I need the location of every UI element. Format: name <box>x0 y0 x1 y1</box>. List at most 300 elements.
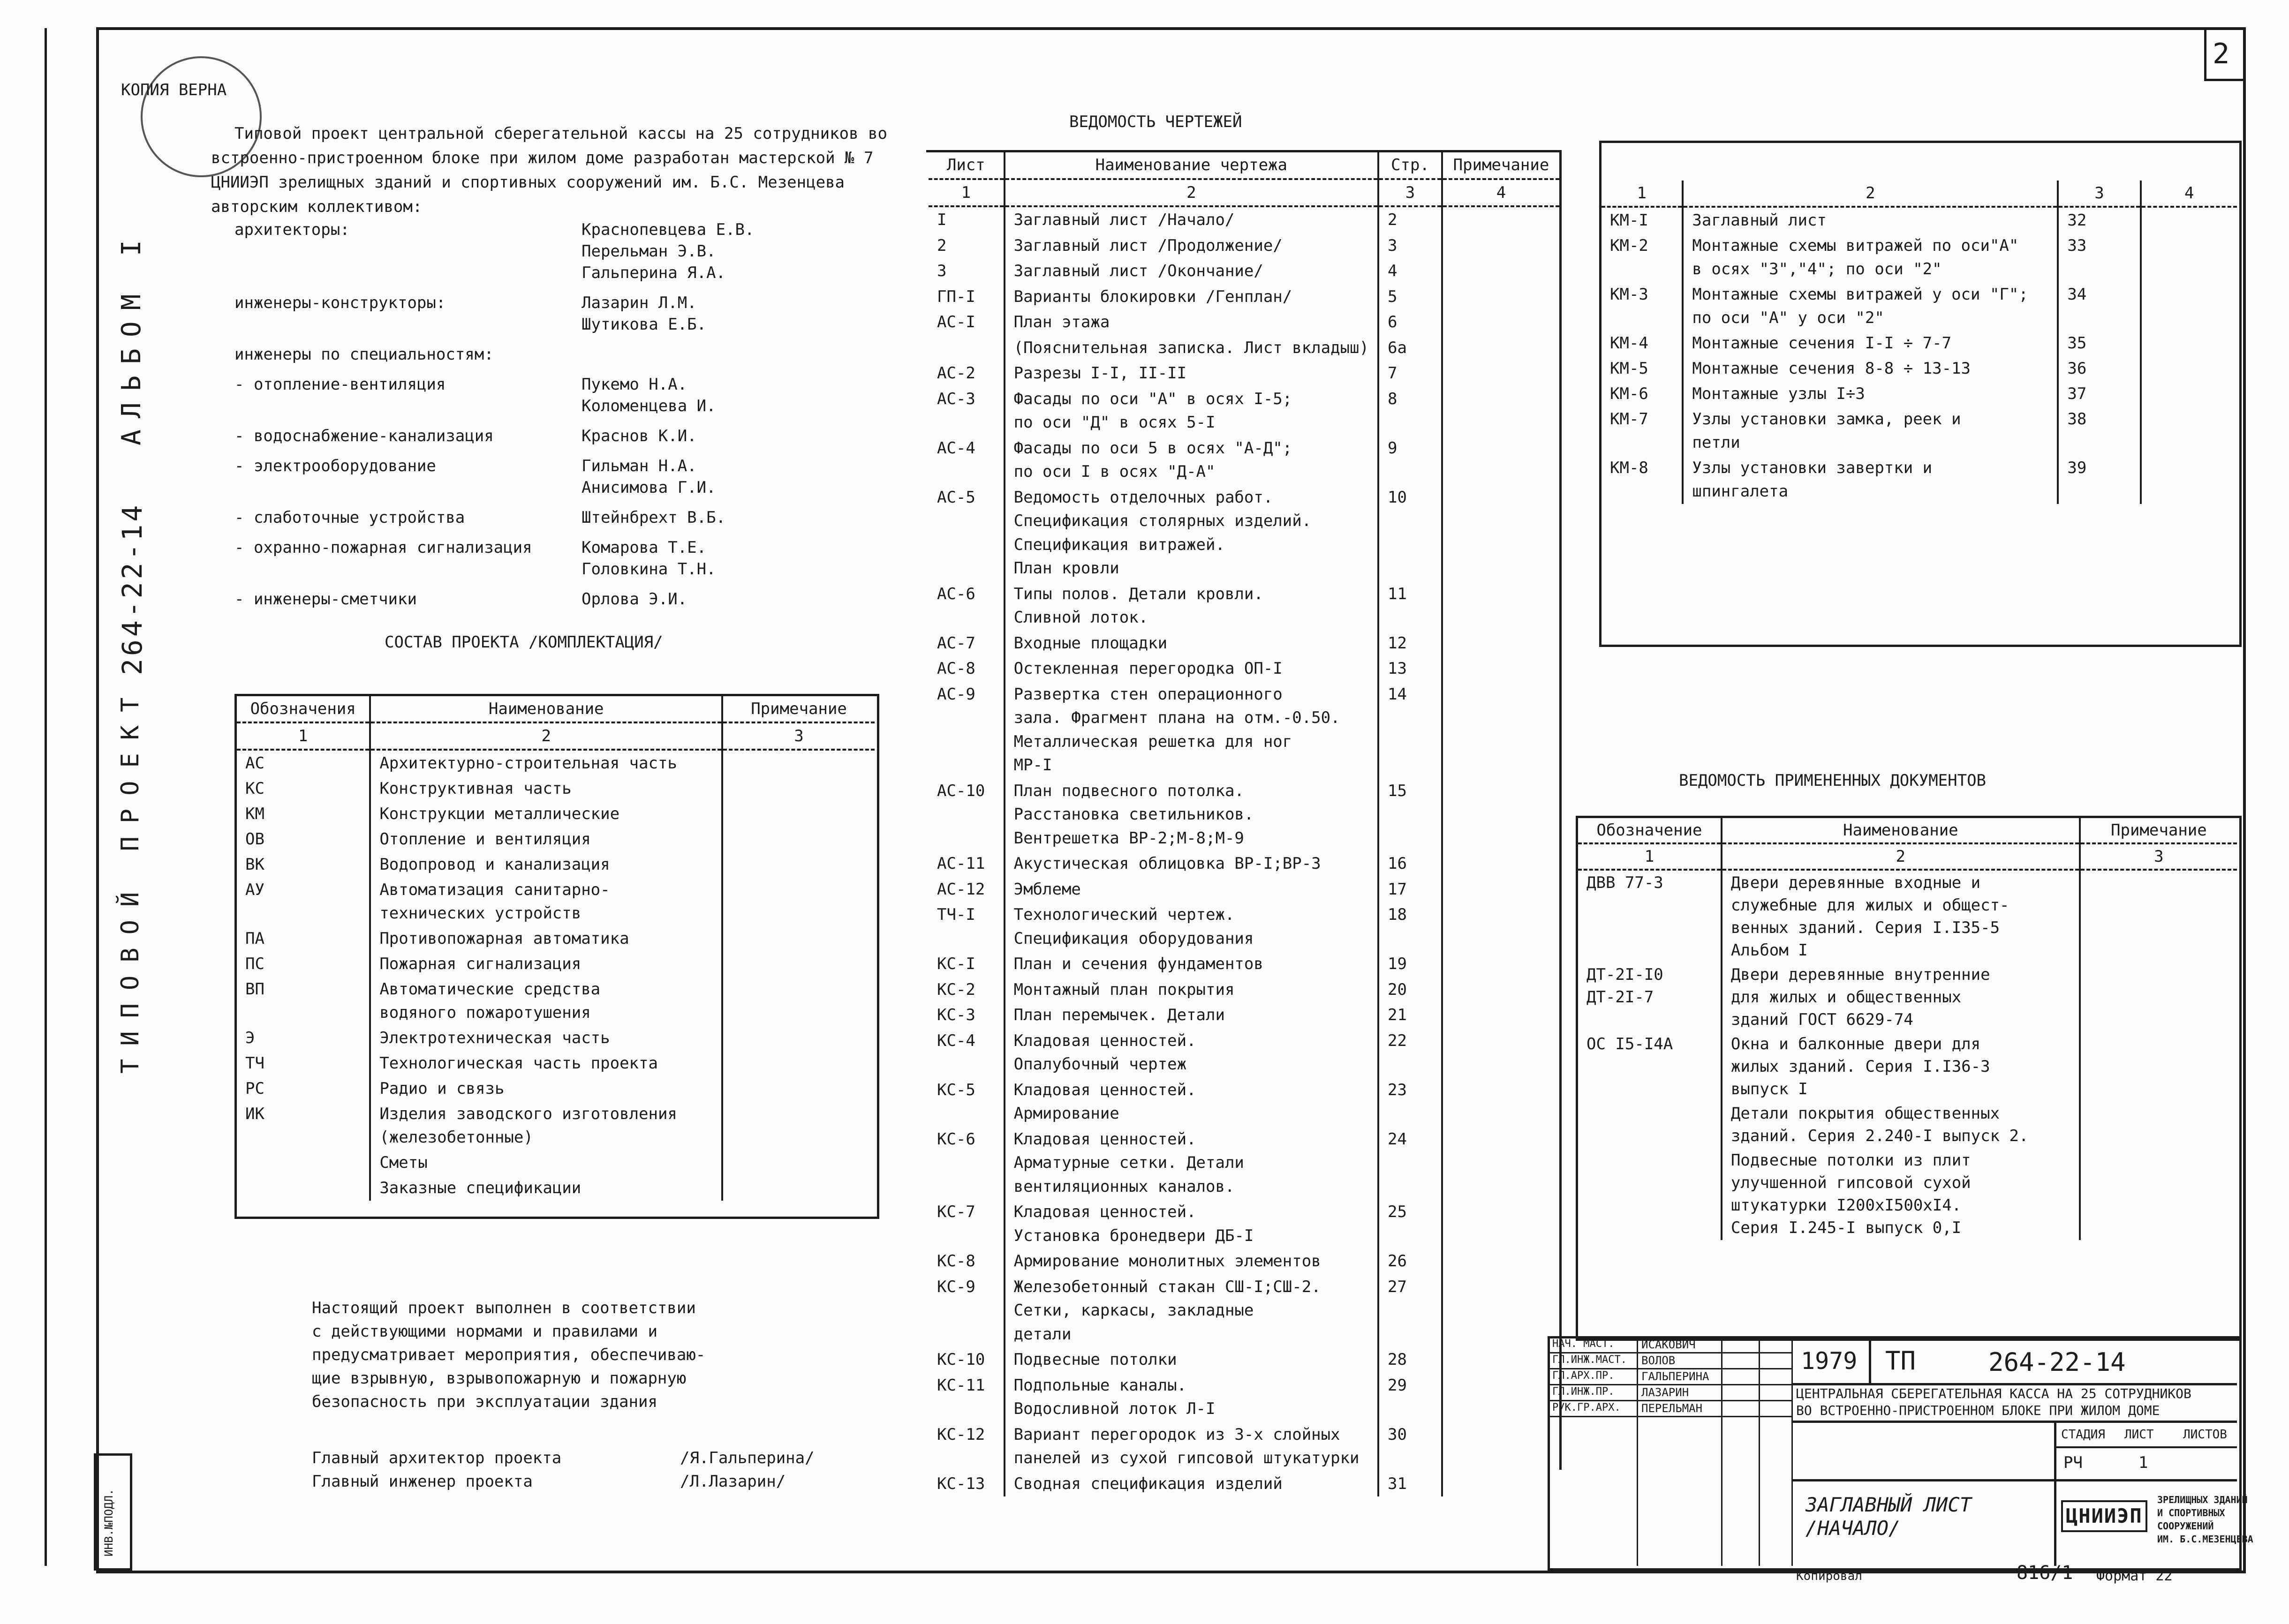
table-cell <box>1442 851 1559 877</box>
table-cell: 21 <box>1378 1002 1442 1028</box>
table-cell: 30 <box>1378 1422 1442 1471</box>
table-cell: КМ-8 <box>1610 459 1648 477</box>
table-cell: Противопожарная автоматика <box>370 926 722 951</box>
table-cell: РС <box>245 1079 264 1098</box>
table-row <box>929 682 1559 778</box>
author-role: - инженеры-сметчики <box>234 590 417 609</box>
intro-line: Типовой проект центральной сберегательной кассы на 25 сотрудников во <box>234 124 887 143</box>
column-number: 2 <box>1683 180 2058 207</box>
table-row <box>1602 455 2237 504</box>
column-number: 1 <box>929 179 1005 207</box>
album-label: АЛЬБОМ I <box>116 229 147 445</box>
table-row <box>1578 1032 2237 1101</box>
table-cell <box>722 750 875 776</box>
intro-line: ЦНИИЭП зрелищных зданий и спортивных сооружений им. Б.С. Мезенцева <box>211 173 845 192</box>
table-cell: Э <box>245 1029 255 1047</box>
table-row <box>929 335 1559 361</box>
table-cell: 11 <box>1378 581 1442 631</box>
table-cell <box>2080 1101 2237 1148</box>
table-cell: Монтажные схемы витражей по оси"А" в осях "3","4"; по оси "2" <box>1683 233 2058 282</box>
table-cell: АС-12 <box>937 880 985 899</box>
author-role: - электрооборудование <box>234 457 436 475</box>
column-number: 2 <box>1722 843 2080 870</box>
table-cell: АС-2 <box>937 364 975 383</box>
table-cell: Окна и балконные двери для жилых зданий. Серия I.I36-3 выпуск I <box>1722 1032 2080 1101</box>
table-cell: Конструктивная часть <box>370 776 722 801</box>
table-cell: ТЧ-I <box>937 905 975 924</box>
table-cell: ТЧ <box>245 1054 264 1073</box>
table-cell <box>2141 331 2237 356</box>
footer-format: Формат 22 <box>2096 1568 2173 1584</box>
table-cell: Подпольные каналы. Водосливной лоток Л-I <box>1005 1373 1378 1422</box>
column-number: 3 <box>722 722 875 750</box>
table-cell <box>1442 1002 1559 1028</box>
table-cell: Монтажные сечения I-I ÷ 7-7 <box>1683 331 2058 356</box>
table-cell: КМ-2 <box>1610 236 1648 255</box>
table-cell <box>1442 1373 1559 1422</box>
table-cell: 39 <box>2058 455 2140 504</box>
intro-line: встроенно-пристроенном блоке при жилом доме разработан мастерской № 7 <box>211 149 874 167</box>
author-role: инженеры по специальностям: <box>234 345 494 364</box>
staff-row-line <box>1548 1352 1791 1353</box>
author-name: Штейнбрехт В.Б. <box>582 508 726 527</box>
table-cell <box>722 1175 875 1201</box>
table-row <box>929 485 1559 581</box>
drawings-table <box>929 152 1559 1496</box>
column-number: 3 <box>2058 180 2140 207</box>
table-cell <box>237 1175 370 1201</box>
column-number: 4 <box>2141 180 2237 207</box>
table-cell: Архитектурно-строительная часть <box>370 750 722 776</box>
table-cell <box>1442 951 1559 977</box>
statement-line: с действующими нормами и правилами и <box>312 1322 657 1341</box>
table-cell <box>1442 631 1559 656</box>
org-logo-box <box>2054 1479 2056 1566</box>
table-cell: Кладовая ценностей. Армирование <box>1005 1077 1378 1127</box>
table-row <box>1602 282 2237 331</box>
table-cell: КС-I <box>937 955 975 973</box>
table-row <box>929 877 1559 902</box>
table-cell: АС-4 <box>937 438 975 458</box>
title-block-project-name: ЦЕНТРАЛЬНАЯ СБЕРЕГАТЕЛЬНАЯ КАССА НА 25 СОТРУДНИКОВ ВО ВСТРОЕННО-ПРИСТРОЕННОМ БЛОКЕ ПРИ ЖИЛОМ ДОМЕ <box>1796 1386 2191 1418</box>
table-cell: Водопровод и канализация <box>370 852 722 877</box>
table-cell <box>722 1101 875 1150</box>
table-cell <box>722 827 875 852</box>
author-name: Гальперина Я.А. <box>582 263 726 282</box>
table-cell <box>722 801 875 827</box>
table-cell: 26 <box>1378 1248 1442 1274</box>
table-cell <box>722 776 875 801</box>
column-header: Стр. <box>1378 152 1442 179</box>
table-cell <box>722 852 875 877</box>
table-cell: 34 <box>2058 282 2140 331</box>
table-cell: План этажа <box>1005 309 1378 335</box>
table-cell: Узлы установки завертки и шпингалета <box>1683 455 2058 504</box>
column-header: Наименование <box>370 696 722 722</box>
table-row <box>237 776 875 801</box>
table-cell: Разрезы I-I, II-II <box>1005 361 1378 386</box>
staff-row-line <box>1548 1368 1791 1369</box>
sheet-number: 2 <box>2213 38 2230 70</box>
table-cell: Вариант перегородок из 3-х слойных панелей из сухой гипсовой штукатурки <box>1005 1422 1378 1471</box>
table-row <box>237 1051 875 1076</box>
table-cell: 6 <box>1378 309 1442 335</box>
table-row <box>929 951 1559 977</box>
table-cell <box>1578 1148 1722 1240</box>
table-cell: 37 <box>2058 381 2140 406</box>
table-row <box>929 977 1559 1003</box>
column-header: Наименование чертежа <box>1005 152 1378 179</box>
table-cell <box>1442 206 1559 233</box>
table-row <box>1602 381 2237 406</box>
table-cell: ВП <box>245 980 264 999</box>
table-row <box>929 1471 1559 1497</box>
table-cell: Заглавный лист <box>1683 207 2058 233</box>
table-cell <box>2080 870 2237 962</box>
table-cell: 29 <box>1378 1373 1442 1422</box>
title-block-year: 1979 <box>1801 1347 1858 1375</box>
table-cell: 20 <box>1378 977 1442 1003</box>
table-row <box>929 206 1559 233</box>
table-cell <box>1442 361 1559 386</box>
author-name: Орлова Э.И. <box>582 590 687 609</box>
table-cell: 2 <box>937 236 947 255</box>
table-cell <box>2080 1032 2237 1101</box>
table-row <box>1578 870 2237 962</box>
table-cell: Монтажный план покрытия <box>1005 977 1378 1003</box>
author-name: Головкина Т.Н. <box>582 560 716 579</box>
author-role: - охранно-пожарная сигнализация <box>234 538 532 557</box>
table-row <box>237 1101 875 1150</box>
table-cell: План и сечения фундаментов <box>1005 951 1378 977</box>
table-cell: 36 <box>2058 356 2140 381</box>
table-cell: (Пояснительная записка. Лист вкладыш) <box>1005 335 1378 361</box>
table-cell: Автоматические средства водяного пожаротушения <box>370 977 722 1025</box>
table-cell: Типы полов. Детали кровли. Сливной лоток. <box>1005 581 1378 631</box>
table-cell: КС-9 <box>937 1277 975 1296</box>
table-row <box>237 877 875 926</box>
table-row <box>1602 233 2237 282</box>
table-cell: Сводная спецификация изделий <box>1005 1471 1378 1497</box>
table-header-row <box>1578 818 2237 843</box>
table-cell: ПА <box>245 929 264 948</box>
table-cell: Ведомость отделочных работ. Спецификация столярных изделий. Спецификация витражей. План кровли <box>1005 485 1378 581</box>
table-cell: 12 <box>1378 631 1442 656</box>
table-cell <box>929 335 1005 361</box>
column-header: Примечание <box>1442 152 1559 179</box>
table-cell <box>1578 1101 1722 1148</box>
table-cell: ДТ-2I-I0 ДТ-2I-7 <box>1586 965 1663 1007</box>
table-cell: Монтажные узлы I÷3 <box>1683 381 2058 406</box>
author-name: Коломенцева И. <box>582 397 716 415</box>
table-row <box>929 1373 1559 1422</box>
chief-architect-name: /Я.Гальперина/ <box>680 1449 815 1467</box>
table-row <box>1602 406 2237 455</box>
table-cell: ГП-I <box>937 287 975 306</box>
table-header-row <box>929 152 1559 179</box>
table-cell: 3 <box>937 262 947 280</box>
statement-line: щие взрывную, взрывопожарную и пожарную <box>312 1369 687 1388</box>
table-cell: КМ-I <box>1610 211 1648 230</box>
table-cell <box>722 877 875 926</box>
table-row <box>929 361 1559 386</box>
staff-position: НАЧ. МАСТ. <box>1552 1338 1615 1350</box>
table-cell: Радио и связь <box>370 1076 722 1101</box>
table-cell <box>722 1025 875 1051</box>
column-header: Лист <box>929 152 1005 179</box>
column-number: 2 <box>1005 179 1378 207</box>
table-cell <box>2141 455 2237 504</box>
staff-row-line <box>1548 1416 1791 1417</box>
table-cell: Двери деревянные внутренние для жилых и общественных зданий ГОСТ 6629-74 <box>1722 962 2080 1032</box>
table-cell: Эмблеме <box>1005 877 1378 902</box>
table-cell <box>1442 581 1559 631</box>
author-name: Перельман Э.В. <box>582 242 716 261</box>
table-cell: Заглавный лист /Окончание/ <box>1005 258 1378 284</box>
stage-value: РЧ <box>2063 1453 2083 1472</box>
table-row <box>929 1002 1559 1028</box>
column-number: 3 <box>2080 843 2237 870</box>
table-cell: 3 <box>1378 233 1442 259</box>
table-cell: Отопление и вентиляция <box>370 827 722 852</box>
table-cell: 16 <box>1378 851 1442 877</box>
table-cell: 4 <box>1378 258 1442 284</box>
table-cell <box>2141 406 2237 455</box>
table-cell: 38 <box>2058 406 2140 455</box>
table-row <box>929 258 1559 284</box>
table-cell <box>1442 233 1559 259</box>
documents-table <box>1578 818 2237 1240</box>
table-cell: 5 <box>1378 284 1442 310</box>
table-cell: Подвесные потолки <box>1005 1347 1378 1373</box>
table-cell <box>1442 656 1559 682</box>
chief-engineer-name: /Л.Лазарин/ <box>680 1472 786 1491</box>
table-cell: Электротехническая часть <box>370 1025 722 1051</box>
staff-position: ГЛ.ИНЖ.МАСТ. <box>1552 1354 1627 1366</box>
table-row <box>929 581 1559 631</box>
stage-label: СТАДИЯ <box>2061 1428 2105 1442</box>
column-number-row <box>929 179 1559 207</box>
intro-line: авторским коллективом: <box>211 197 423 216</box>
table-cell: Заказные спецификации <box>370 1175 722 1201</box>
table-cell <box>2141 233 2237 282</box>
table-cell: АС-5 <box>937 488 975 507</box>
table-cell <box>722 1150 875 1175</box>
chief-architect-label: Главный архитектор проекта <box>312 1449 562 1467</box>
table-cell: ОС I5-I4А <box>1586 1035 1673 1053</box>
table-cell: КС-11 <box>937 1376 985 1395</box>
table-cell <box>2080 1148 2237 1240</box>
table-cell <box>1442 284 1559 310</box>
table-row <box>929 386 1559 436</box>
table-cell: Железобетонный стакан СШ-I;СШ-2. Сетки, каркасы, закладные детали <box>1005 1274 1378 1347</box>
table-row <box>237 951 875 977</box>
table-cell: КС-5 <box>937 1080 975 1099</box>
table-row <box>929 851 1559 877</box>
table-cell: 8 <box>1378 386 1442 436</box>
table-cell: КС-12 <box>937 1425 985 1444</box>
table-cell <box>1442 1199 1559 1248</box>
table-cell: КС <box>245 779 264 798</box>
table-cell <box>1442 682 1559 778</box>
year-divider <box>1869 1336 1871 1383</box>
table-row <box>237 1175 875 1201</box>
table-cell: План перемычек. Детали <box>1005 1002 1378 1028</box>
table-cell: Кладовая ценностей. Установка бронедвери ДБ-I <box>1005 1199 1378 1248</box>
table-cell: Технологическая часть проекта <box>370 1051 722 1076</box>
table-cell: КС-7 <box>937 1203 975 1221</box>
table-cell: 7 <box>1378 361 1442 386</box>
table-cell: Конструкции металлические <box>370 801 722 827</box>
table-cell: Входные площадки <box>1005 631 1378 656</box>
table-cell: Технологический чертеж. Спецификация оборудования <box>1005 902 1378 951</box>
author-name: Комарова Т.Е. <box>582 538 707 557</box>
staff-col-line <box>1637 1336 1638 1566</box>
column-header: Обозначение <box>1578 818 1722 843</box>
staff-position: РУК.ГР.АРХ. <box>1552 1402 1621 1413</box>
table-cell: Заглавный лист /Продолжение/ <box>1005 233 1378 259</box>
table-cell: Подвесные потолки из плит улучшенной гипсовой сухой штукатурки I200хI500хI4. Серия I.245-I выпуск 0,I <box>1722 1148 2080 1240</box>
table-cell: Пожарная сигнализация <box>370 951 722 977</box>
table-cell: Остекленная перегородка ОП-I <box>1005 656 1378 682</box>
statement-line: предусматривает мероприятия, обеспечиваю- <box>312 1346 706 1364</box>
composition-title: СОСТАВ ПРОЕКТА /КОМПЛЕКТАЦИЯ/ <box>385 633 663 652</box>
table-row <box>929 1422 1559 1471</box>
inv-label: ИНВ.№ПОДЛ. <box>102 1489 115 1556</box>
sheets-label: ЛИСТОВ <box>2183 1428 2227 1442</box>
table-row <box>929 778 1559 851</box>
table-cell: 19 <box>1378 951 1442 977</box>
table-cell: 14 <box>1378 682 1442 778</box>
column-number: 4 <box>1442 179 1559 207</box>
table-cell: Кладовая ценностей. Опалубочный чертеж <box>1005 1028 1378 1077</box>
sheet-value: 1 <box>2138 1453 2148 1472</box>
author-name: Лазарин Л.М. <box>582 293 697 312</box>
stage-row-line <box>2054 1446 2237 1448</box>
table-row <box>929 1028 1559 1077</box>
table-header-row <box>237 696 875 722</box>
table-cell <box>2080 962 2237 1032</box>
table-cell <box>1442 1471 1559 1497</box>
table-row <box>929 902 1559 951</box>
table-cell: Сметы <box>370 1150 722 1175</box>
column-number: 1 <box>1602 180 1683 207</box>
sheet-label: ЛИСТ <box>2124 1428 2154 1442</box>
table-cell: ОВ <box>245 830 264 849</box>
table-cell: ПС <box>245 955 264 973</box>
author-name: Краснопевцева Е.В. <box>582 220 755 239</box>
author-role: инженеры-конструкторы: <box>234 293 446 312</box>
column-header: Обозначения <box>237 696 370 722</box>
table-row <box>237 1076 875 1101</box>
title-block-sheet-title: ЗАГЛАВНЫЙ ЛИСТ /НАЧАЛО/ <box>1806 1493 1972 1540</box>
table-cell: АС-10 <box>937 781 985 800</box>
staff-name: ЛАЗАРИН <box>1641 1386 1689 1399</box>
table-cell: Монтажные схемы витражей у оси "Г"; по оси "А" у оси "2" <box>1683 282 2058 331</box>
project-code-vertical: 264-22-14 <box>116 502 148 675</box>
column-number-row <box>1602 180 2237 207</box>
author-name: Шутикова Е.Б. <box>582 315 707 334</box>
table-cell: КМ-7 <box>1610 410 1648 429</box>
table-cell: АС-3 <box>937 389 975 408</box>
table-cell <box>722 977 875 1025</box>
table-cell <box>1442 386 1559 436</box>
table-row <box>929 1199 1559 1248</box>
column-number: 2 <box>370 722 722 750</box>
table-cell: 17 <box>1378 877 1442 902</box>
table-cell <box>2141 381 2237 406</box>
table-cell: Фасады по оси 5 в осях "А-Д"; по оси I в осях "Д-А" <box>1005 436 1378 485</box>
table-cell <box>2141 207 2237 233</box>
author-role: - слаботочные устройства <box>234 508 465 527</box>
title-block-lower-row <box>1791 1479 2237 1481</box>
table-cell: Армирование монолитных элементов <box>1005 1248 1378 1274</box>
table-cell <box>1442 309 1559 335</box>
staff-name: ИСАКОВИЧ <box>1641 1338 1696 1351</box>
left-margin-divider <box>45 28 47 1566</box>
author-role: - отопление-вентиляция <box>234 375 446 394</box>
title-block-tp: ТП <box>1885 1346 1916 1376</box>
drawings-title: ВЕДОМОСТЬ ЧЕРТЕЖЕЙ <box>1069 113 1242 131</box>
table-cell <box>2141 356 2237 381</box>
table-row <box>929 1248 1559 1274</box>
table-cell <box>1442 1274 1559 1347</box>
table-cell <box>1442 258 1559 284</box>
table-row <box>929 1077 1559 1127</box>
staff-row-line <box>1548 1384 1791 1385</box>
table-cell: АС-11 <box>937 854 985 873</box>
table-row <box>237 852 875 877</box>
table-cell: КМ-3 <box>1610 285 1648 304</box>
table-cell: КС-3 <box>937 1006 975 1024</box>
author-role: архитекторы: <box>234 220 350 239</box>
table-cell: АС-9 <box>937 684 975 704</box>
table-cell: КС-10 <box>937 1350 985 1369</box>
column-number: 1 <box>237 722 370 750</box>
table-cell <box>2141 282 2237 331</box>
table-cell: Изделия заводского изготовления (железобетонные) <box>370 1101 722 1150</box>
table-row <box>237 977 875 1025</box>
table-row <box>929 284 1559 310</box>
column-number: 3 <box>1378 179 1442 207</box>
table-cell <box>722 926 875 951</box>
table-row <box>1602 356 2237 381</box>
table-cell: 27 <box>1378 1274 1442 1347</box>
table-cell: Монтажные сечения 8-8 ÷ 13-13 <box>1683 356 2058 381</box>
statement-line: Настоящий проект выполнен в соответствии <box>312 1299 696 1317</box>
table-row <box>1578 1101 2237 1148</box>
table-row <box>1578 1148 2237 1240</box>
table-cell: Автоматизация санитарно- технических устройств <box>370 877 722 926</box>
composition-table <box>237 696 875 1201</box>
table-cell: 24 <box>1378 1127 1442 1200</box>
table-cell <box>722 951 875 977</box>
table-row <box>929 1127 1559 1200</box>
table-cell: 23 <box>1378 1077 1442 1127</box>
table-cell: I <box>937 211 947 229</box>
table-cell: КС-13 <box>937 1474 985 1493</box>
column-number-row <box>237 722 875 750</box>
table-row <box>929 1347 1559 1373</box>
table-cell <box>722 1051 875 1076</box>
table-cell <box>1442 778 1559 851</box>
column-header: Примечание <box>722 696 875 722</box>
table-row <box>929 631 1559 656</box>
table-cell: 35 <box>2058 331 2140 356</box>
table-cell: КМ-5 <box>1610 359 1648 378</box>
staff-row-line <box>1548 1400 1791 1401</box>
table-cell: 25 <box>1378 1199 1442 1248</box>
